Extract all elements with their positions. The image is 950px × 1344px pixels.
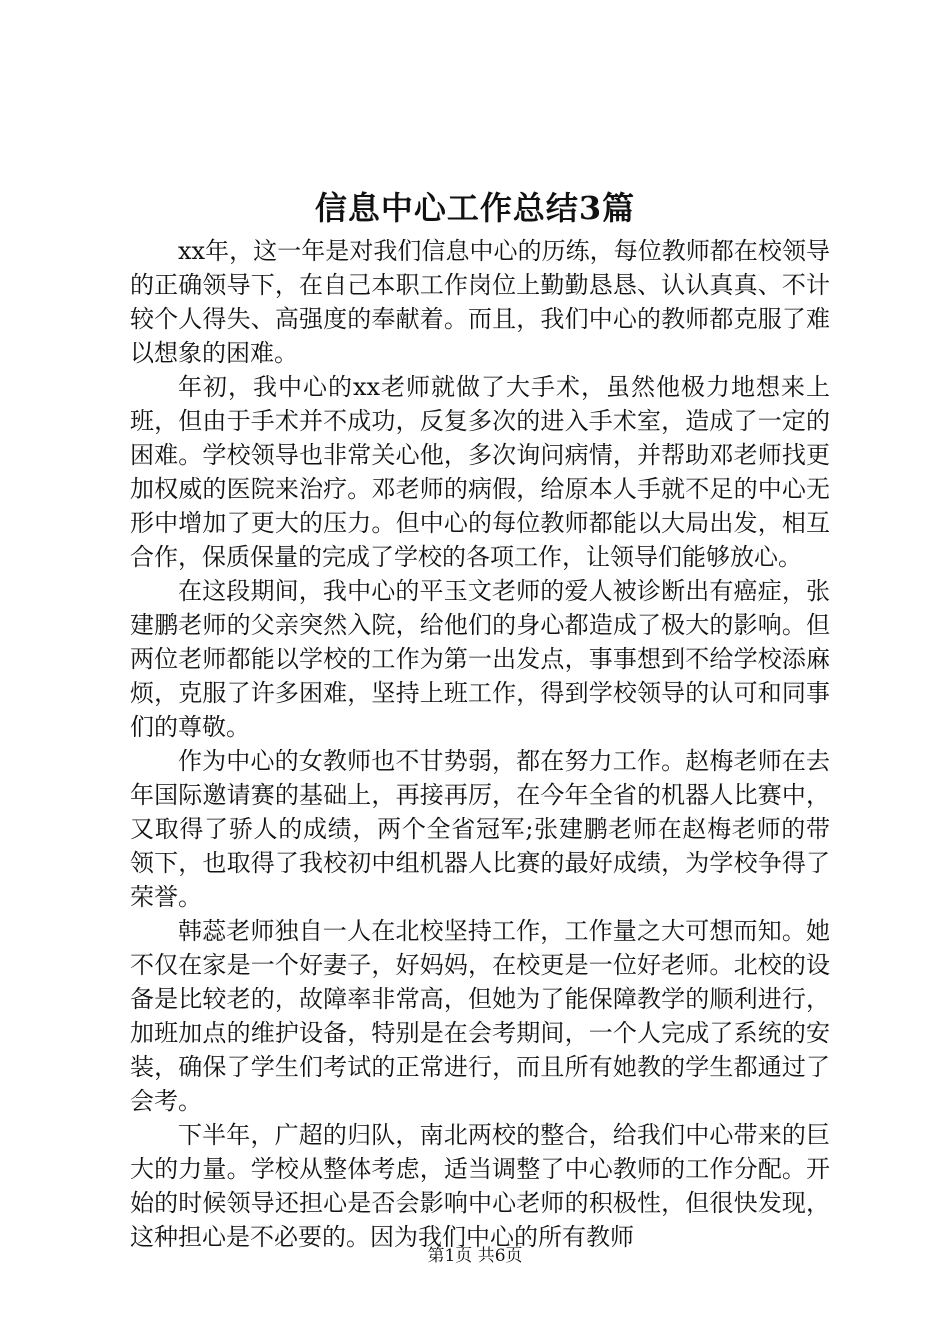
document-body (130, 234, 830, 1251)
paragraph-6: 下半年，广超的归队，南北两校的整合，给我们中心带来的巨大的力量。学校从整体考虑，适当调整了中心教师的工作分配。开始的时候领导还担心是否会影响中心老师的积极性，但很快发现，这种担心是不必要的。因为我们中心的所有教师 (130, 1121, 830, 1251)
page-number-footer: 第1页 共6页 (427, 1246, 523, 1266)
paragraph-4: 作为中心的女教师也不甘势弱，都在努力工作。赵梅老师在去年国际邀请赛的基础上，再接再厉，在今年全省的机器人比赛中，又取得了骄人的成绩，两个全省冠军;张建鹏老师在赵梅老师的带领下，也取得了我校初中组机器人比赛的最好成绩，为学校争得了荣誉。 (130, 747, 830, 911)
paragraph-1: xx年，这一年是对我们信息中心的历练，每位教师都在校领导的正确领导下，在自己本职工作岗位上勤勤恳恳、认认真真、不计较个人得失、高强度的奉献着。而且，我们中心的教师都克服了难以想象的困难。 (130, 237, 830, 367)
paragraph-5: 韩蕊老师独自一人在北校坚持工作，工作量之大可想而知。她不仅在家是一个好妻子，好妈妈，在校更是一位好老师。北校的设备是比较老的，故障率非常高，但她为了能保障教学的顺利进行，加班加点的维护设备，特别是在会考期间，一个人完成了系统的安装，确保了学生们考试的正常进行，而且所有她教的学生都通过了会考。 (130, 917, 830, 1115)
paragraph-3: 在这段期间，我中心的平玉文老师的爱人被诊断出有癌症，张建鹏老师的父亲突然入院，给他们的身心都造成了极大的影响。但两位老师都能以学校的工作为第一出发点，事事想到不给学校添麻烦，克服了许多困难，坚持上班工作，得到学校领导的认可和同事们的尊敬。 (130, 577, 830, 741)
paragraph-2: 年初，我中心的xx老师就做了大手术，虽然他极力地想来上班，但由于手术并不成功，反复多次的进入手术室，造成了一定的困难。学校领导也非常关心他，多次询问病情，并帮助邓老师找更加权威的医院来治疗。邓老师的病假，给原本人手就不足的中心无形中增加了更大的压力。但中心的每位教师都能以大局出发，相互合作，保质保量的完成了学校的各项工作，让领导们能够放心。 (130, 373, 830, 571)
document-title: 信息中心工作总结3篇 (314, 189, 636, 227)
